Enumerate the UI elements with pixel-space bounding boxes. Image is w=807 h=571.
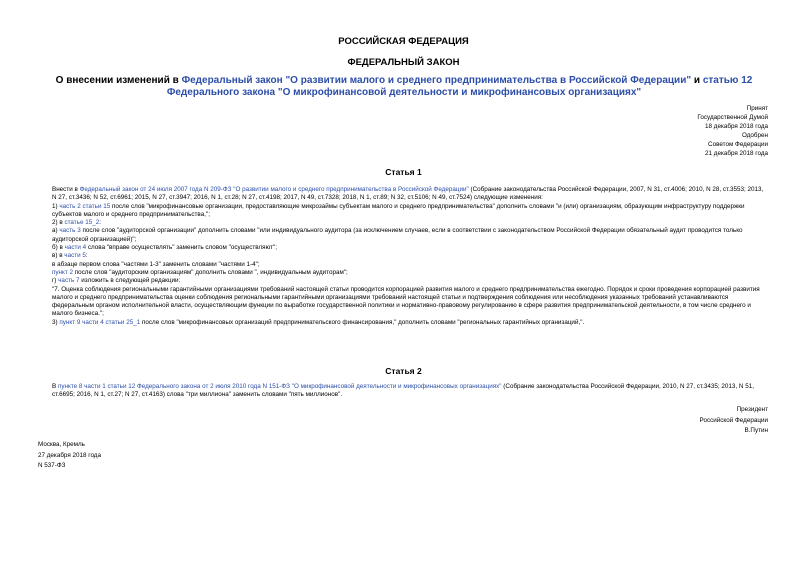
link-part-3[interactable]: часть 3 (59, 227, 81, 235)
signature-name: В.Путин (744, 427, 768, 434)
link-part-4[interactable]: части 4 (64, 244, 87, 252)
quoted-part-7: "7. Оценка соблюдения региональными гарантийными организациями требований настоящей статьи проводится корпорацией развития малого и среднего предпринимательства ежегодно. Порядок и сроки проведения корпорацией развития малого и среднего предпринимательства оценки соблюдения региональными гарантийными организациями требований настоящей статьи и подтверждения соблюдения или несоблюдения указанных требований устанавливаются федеральным органом исполнительной власти, осуществляющим функции по выработке государственной политики и нормативно-правовому регулированию в сфере развития предпринимательской деятельности, в том числе среднего и малого бизнеса."; (52, 285, 760, 318)
article-2-heading: Статья 2 (385, 366, 422, 376)
doc-type-heading: ФЕДЕРАЛЬНЫЙ ЗАКОН (347, 57, 460, 68)
adoption-line: 18 декабря 2018 года (705, 123, 768, 131)
link-part-2-art-15[interactable]: часть 2 статьи 15 (59, 202, 111, 210)
adoption-block (568, 104, 768, 159)
law-title (36, 75, 772, 99)
item-2b: б) в части 4 слова "вправе осуществлять" заменить словом "осуществляют"; (52, 244, 278, 252)
link-point-9-art-25-1[interactable]: пункт 9 части 4 статьи 25_1 (59, 318, 141, 326)
adoption-line: Государственной Думой (697, 114, 768, 122)
link-law-151[interactable]: пункте 8 части 1 статьи 12 Федерального закона от 2 июля 2010 года N 151-ФЗ "О микрофинансовой деятельности и микрофинансовых организациях" (57, 383, 502, 390)
signature-block (568, 405, 768, 437)
footer-place: Москва, Кремль (38, 441, 85, 448)
article-2-text: В пункте 8 части 1 статьи 12 Федерального закона от 2 июля 2010 года N 151-ФЗ "О микрофинансовой деятельности и микрофинансовых организациях" (Собрание законодательства Российской Федерации, 2010, N 27, ст.3435; 2013, N 51, ст.6695; 2016, N 1, ст.27; N 27, ст.4163) слова "три миллиона" заменить словами "пять миллионов". (52, 383, 754, 399)
adoption-line: 21 декабря 2018 года (705, 150, 768, 158)
adoption-line: Одобрен (741, 132, 768, 140)
article-1-intro: Внести в Федеральный закон от 24 июля 2007 года N 209-ФЗ "О развитии малого и среднего предпринимательства в Российской Федерации" (Собрание законодательства Российской Федерации, 2007, N 31, ст.4006; 2010, N 28, ст.3553; 2013, N 27, ст.3436; N 52, ст.6961; 2015, N 27, ст.3947; 2016, N 1, ст.28; N 27, ст.4198; 2017, N 49, ст.7328; 2018, N 1, ст.89; N 32, ст.5106; N 49, ст.7524) следующие изменения: (52, 186, 764, 202)
footer-number: N 537-ФЗ (38, 462, 66, 469)
item-1: 1) часть 2 статьи 15 после слов "микрофинансовые организации, предоставляющие микрозаймы субъектам малого и среднего предпринимательства" дополнить словами "и (или) организациям, образующим инфраструктуру поддержки субъектов малого и среднего предпринимательства,"; (52, 202, 745, 218)
item-2g: г) часть 7 изложить в следующей редакции: (52, 277, 181, 285)
link-point-2[interactable]: пункт 2 (52, 268, 73, 276)
law-title-link-1[interactable]: Федеральный закон "О развитии малого и среднего предпринимательства в Российской Федерации" (181, 75, 692, 86)
signature-title: Президент (736, 406, 768, 413)
law-title-prefix: О внесении изменений в (55, 75, 182, 86)
article-1-heading: Статья 1 (385, 167, 422, 177)
law-title-mid: и (691, 75, 703, 86)
country-heading: РОССИЙСКАЯ ФЕДЕРАЦИЯ (338, 36, 469, 47)
item-2v-2: пункт 2 после слов "аудиторским организациям" дополнить словами ", индивидуальным аудиторам"; (52, 268, 348, 276)
item-2v: в) в части 5: (52, 252, 88, 260)
adoption-line: Советом Федерации (708, 141, 768, 149)
law-title-link-2[interactable]: статью 12 Федерального закона "О микрофинансовой деятельности и микрофинансовых организациях" (166, 75, 753, 98)
adoption-line: Принят (746, 105, 768, 112)
item-3: 3) пункт 9 части 4 статьи 25_1 после слов "микрофинансовых организаций предпринимательского финансирования," дополнить словами "региональных гарантийных организаций,". (52, 318, 585, 326)
footer-date: 27 декабря 2018 года (38, 451, 101, 459)
link-part-5[interactable]: части 5 (64, 252, 86, 260)
article-1-body (38, 186, 768, 327)
link-law-209[interactable]: Федеральный закон от 24 июля 2007 года N 209-ФЗ "О развитии малого и среднего предпринимательства в Российской Федерации" (79, 186, 469, 193)
signature-title: Российской Федерации (699, 416, 768, 424)
link-art-15-2[interactable]: статье 15_2 (64, 219, 100, 227)
item-2v-1: в абзаце первом слова "частями 1-3" заменить словами "частями 1-4"; (52, 260, 260, 268)
footer-block (38, 440, 101, 472)
item-2: 2) в статье 15_2: (52, 219, 101, 227)
item-2a: а) часть 3 после слов "аудиторской организации" дополнить словами "или индивидуального аудитора (за исключением случаев, если в соответствии с законодательством Российской Федерации обязательный аудит проводится только аудиторской организацией)"; (52, 227, 743, 243)
article-2-body (38, 383, 768, 400)
link-part-7[interactable]: часть 7 (58, 277, 80, 285)
